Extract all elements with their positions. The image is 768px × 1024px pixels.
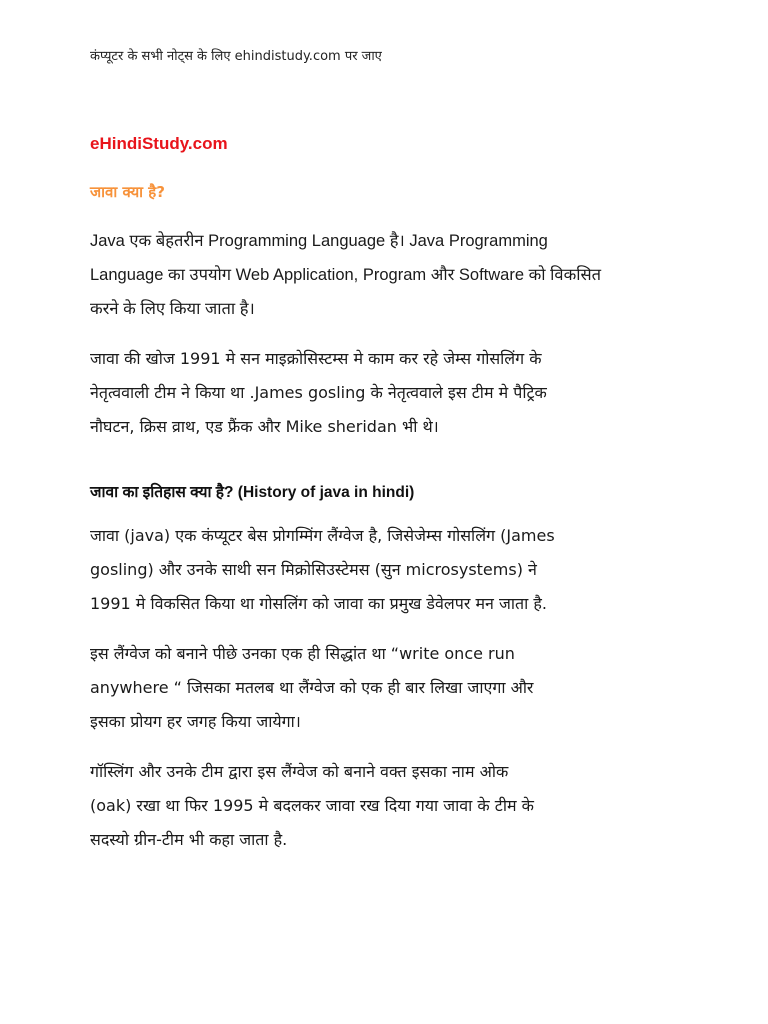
header-note: कंप्यूटर के सभी नोट्स के लिए ehindistudy.com पर जाए <box>90 49 382 64</box>
paragraph-line: गॉस्लिंग और उनके टीम द्वारा इस लैंग्वेज को बनाने वक्त इसका नाम ओक <box>90 762 509 781</box>
paragraph-line: Java एक बेहतरीन Programming Language है। Java Programming <box>90 232 548 250</box>
paragraph-line: gosling) और उनके साथी सन मिक्रोसिउस्टेमस (सुन microsystems) ने <box>90 560 537 579</box>
paragraph-java-intro <box>90 224 690 326</box>
paragraph-line: (oak) रखा था फिर 1995 मे बदलकर जावा रख दिया गया जावा के टीम के <box>90 796 534 815</box>
paragraph-line: Language का उपयोग Web Application, Program और Software को विकसित <box>90 266 602 284</box>
paragraph-line: 1991 मे विकसित किया था गोसलिंग को जावा का प्रमुख डेवेलपर मन जाता है. <box>90 594 547 613</box>
paragraph-line: जावा (java) एक कंप्यूटर बेस प्रोगम्मिंग लैंग्वेज है, जिसेजेम्स गोसलिंग (James <box>90 526 555 545</box>
paragraph-java-history <box>90 519 690 621</box>
paragraph-line: सदस्यो ग्रीन-टीम भी कहा जाता है. <box>90 830 288 849</box>
paragraph-java-principle <box>90 637 690 739</box>
paragraph-line: इसका प्रोयग हर जगह किया जायेगा। <box>90 712 301 731</box>
paragraph-line: नौघटन, क्रिस व्राथ, एड फ्रैंक और Mike sheridan भी थे। <box>90 417 439 436</box>
section-title-history: जावा का इतिहास क्या है? (History of java in hindi) <box>90 484 415 501</box>
paragraph-java-discovery <box>90 342 690 444</box>
paragraph-line: जावा की खोज 1991 मे सन माइक्रोसिस्टम्स मे काम कर रहे जेम्स गोसलिंग के <box>90 349 542 368</box>
paragraph-java-oak <box>90 755 690 857</box>
paragraph-line: नेतृत्ववाली टीम ने किया था .James gosling के नेतृत्ववाले इस टीम मे पैट्रिक <box>90 383 547 402</box>
paragraph-line: इस लैंग्वेज को बनाने पीछे उनका एक ही सिद्धांत था “write once run <box>90 644 515 663</box>
brand-title: eHindiStudy.com <box>90 134 228 153</box>
section-title-what-is-java: जावा क्या है? <box>90 183 165 201</box>
paragraph-line: करने के लिए किया जाता है। <box>90 300 255 318</box>
paragraph-line: anywhere “ जिसका मतलब था लैंग्वेज को एक ही बार लिखा जाएगा और <box>90 678 534 697</box>
